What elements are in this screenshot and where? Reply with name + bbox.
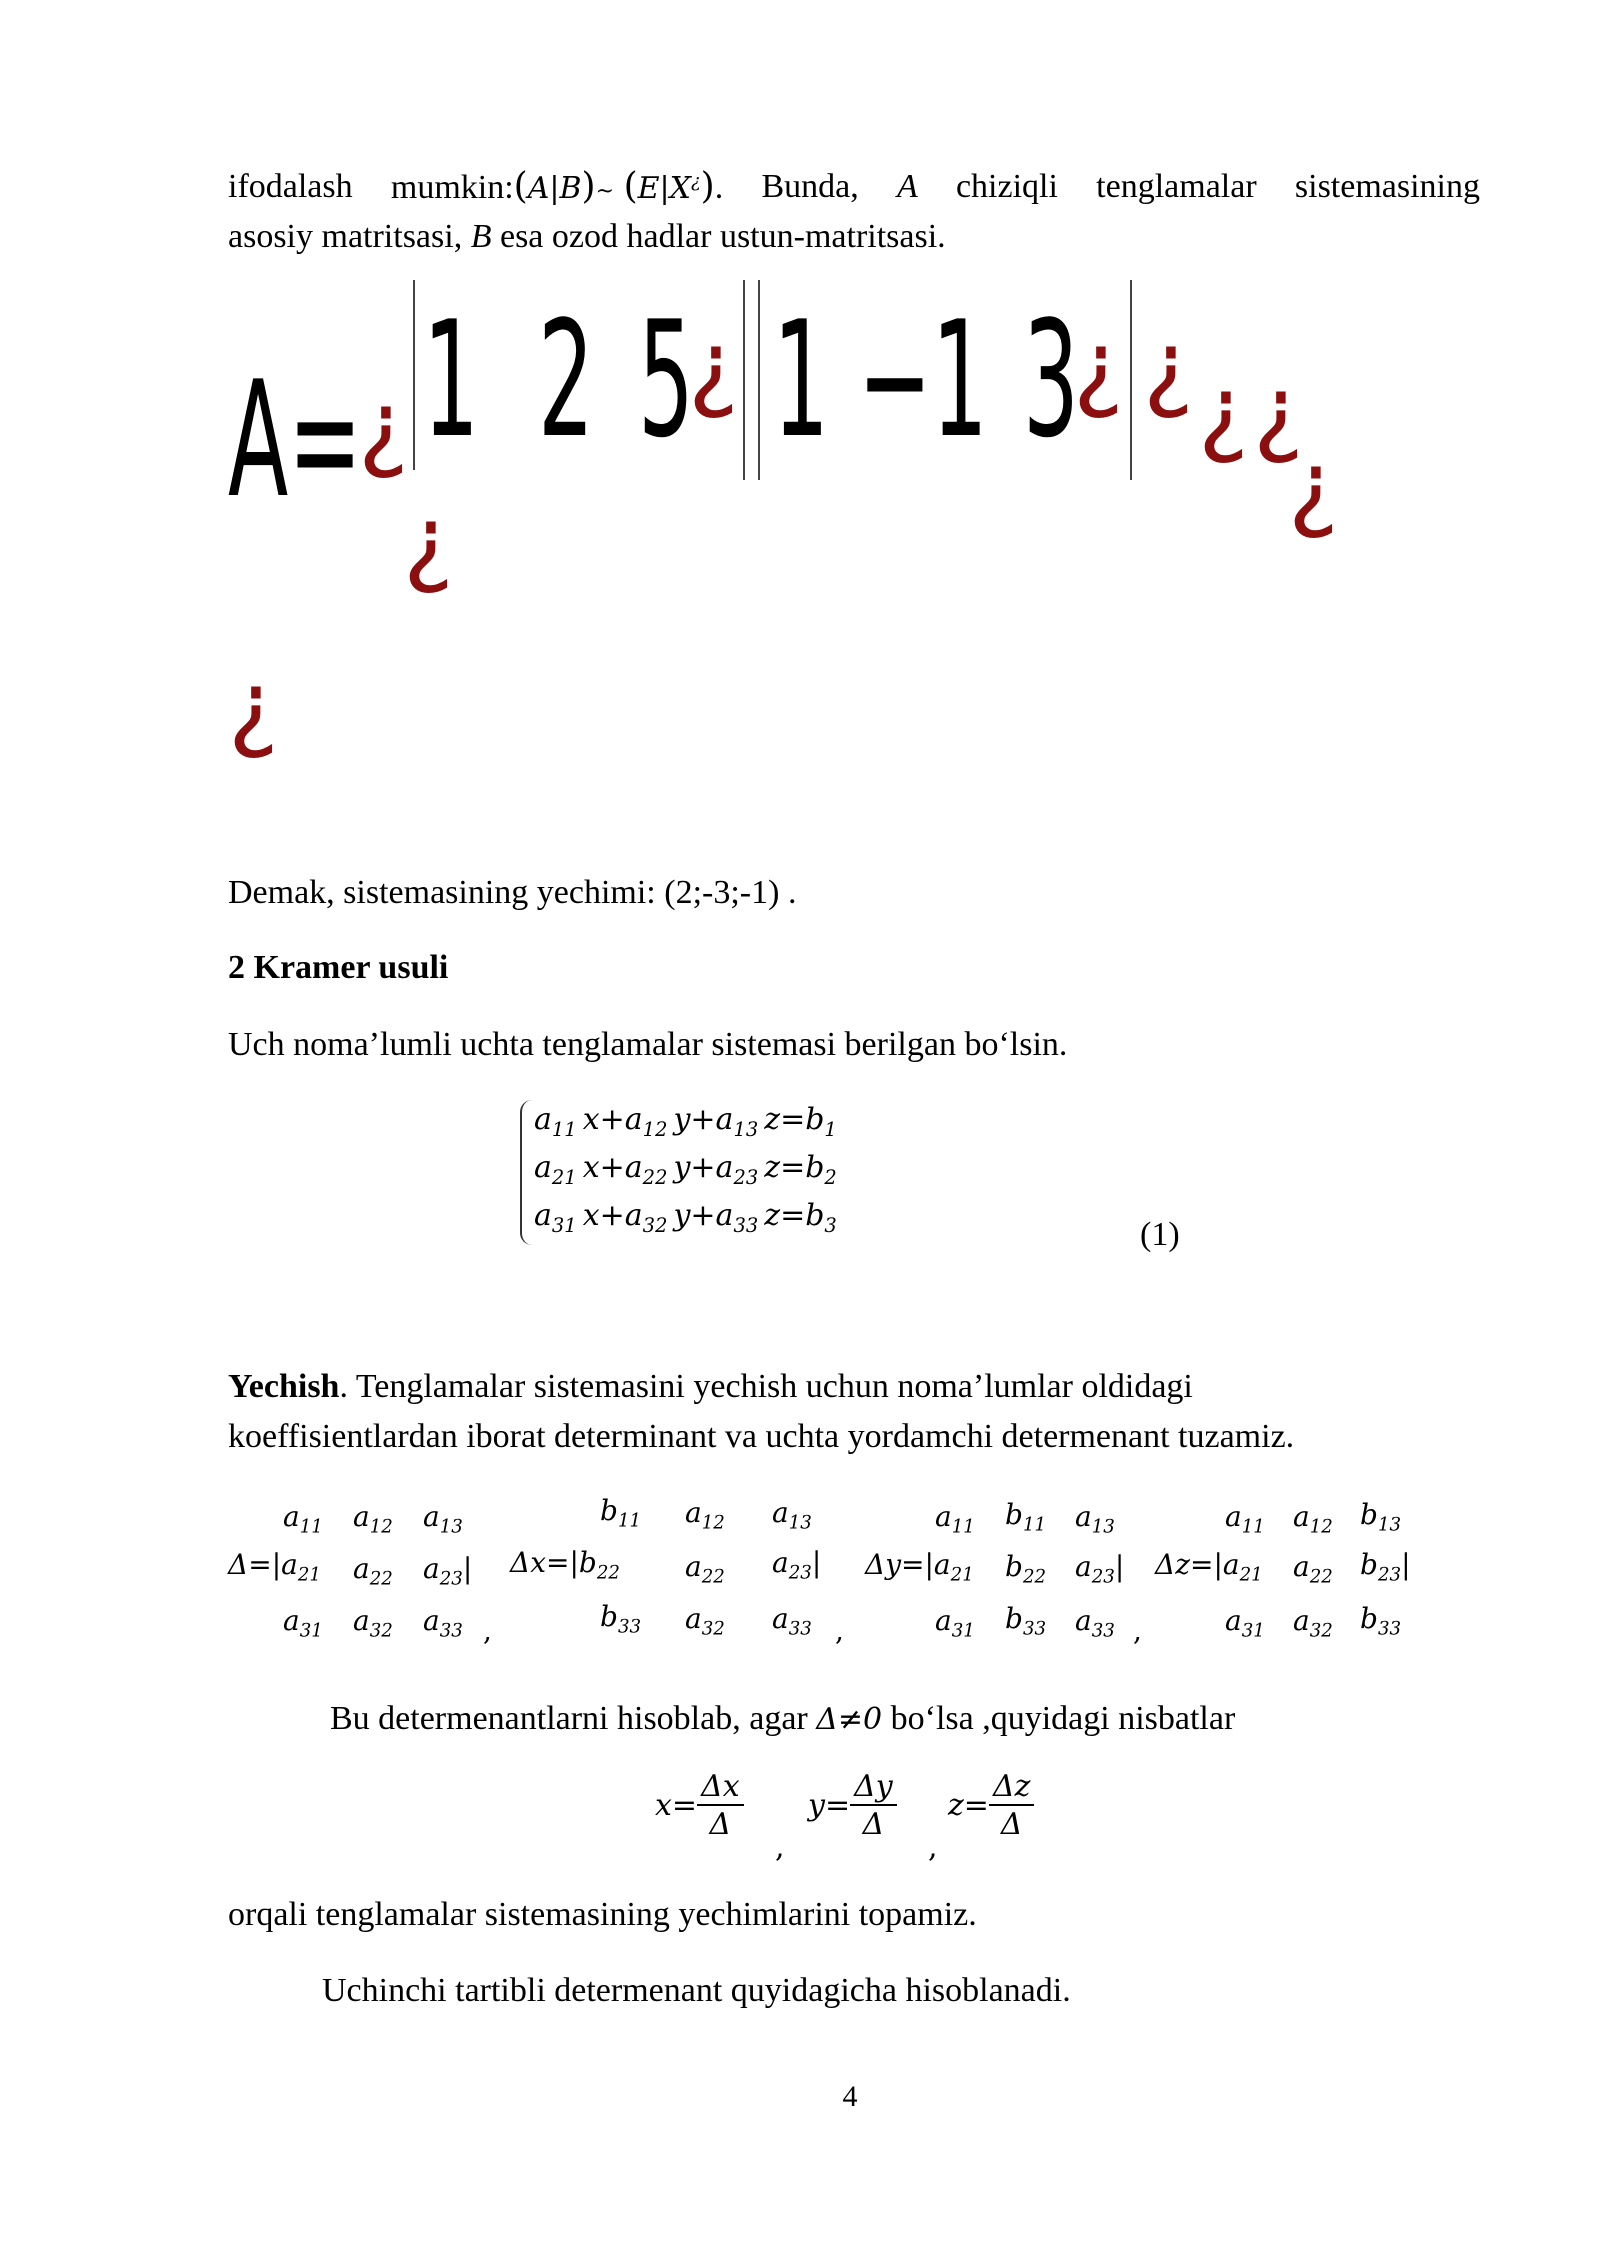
- equation-1: $a_{11}$ $x+a_{12}$ $y+a_{13}$ $z=b_1$: [534, 1102, 837, 1141]
- page-number: 4: [842, 2080, 858, 2113]
- intro-line: Uch noma’lumli uchta tenglamalar sistemasi berilgan bo‘lsin.: [228, 1026, 1068, 1063]
- equation-3: $a_{31}$ $x+a_{32}$ $y+a_{33}$ $z=b_3$: [534, 1198, 837, 1237]
- formula-sup: ¿: [691, 171, 701, 193]
- matrix-row2-col2: −1: [858, 286, 988, 473]
- yechish-line-1: Yechish. Tenglamalar sistemasini yechish uchun noma’lumlar oldidagi: [228, 1368, 1193, 1405]
- after-ratios-line: orqali tenglamalar sistemasining yechimlarini topamiz.: [228, 1896, 977, 1933]
- determinant-delta: $a_{11}$ $a_{12}$ $a_{13}$ $\Delta=|a_{21}$ $a_{22}$ $a_{23}|$ $a_{31}$ $a_{32}$ $a_{33}$ ,: [228, 1500, 492, 1647]
- inv-mark-6: ¿: [1253, 355, 1304, 467]
- inv-mark-3: ¿: [1073, 310, 1124, 422]
- formula-a-b: A|B: [527, 171, 582, 206]
- ratio-comma-1: ,: [775, 1830, 785, 1865]
- ratio-y-denominator: Δ: [862, 1807, 885, 1842]
- formula-e-x: E|X: [637, 171, 691, 206]
- word-tenglamalar: tenglamalar: [1096, 168, 1257, 205]
- broken-matrix-formula: [228, 286, 1528, 820]
- inv-mark-1: ¿: [358, 370, 409, 482]
- word-chiziqli: chiziqli: [955, 168, 1058, 205]
- inline-formula-augmented: mumkin:(A|B)~ (E|X¿).: [390, 166, 724, 207]
- determinant-delta-x: $b_{11}$ $a_{12}$ $a_{13}$ $\Delta x=|b_{22}$ $a_{22}$ $a_{23}|$ $b_{33}$ $a_{32}$ $a_{33}$ ,: [510, 1494, 844, 1647]
- ratio-x: x= $\frac{\Delta x}{\Delta}$: [655, 1770, 744, 1844]
- var-b: B: [470, 218, 492, 255]
- ratio-z-denominator: Δ: [1000, 1807, 1023, 1842]
- equation-2: $a_{21}$ $x+a_{22}$ $y+a_{23}$ $z=b_2$: [534, 1150, 837, 1189]
- paragraph-line-2: asosiy matritsasi, B esa ozod hadlar ustun-matritsasi.: [228, 218, 946, 255]
- condition-line: Bu determenantlarni hisoblab, agar Δ≠0 bo‘lsa ,quyidagi nisbatlar: [330, 1700, 1236, 1737]
- condition-formula: Δ≠0: [816, 1702, 883, 1737]
- yechish-line-2: koeffisientlardan iborat determinant va uchta yordamchi determenant tuzamiz.: [228, 1418, 1295, 1455]
- determinant-delta-y: $a_{11}$ $b_{11}$ $a_{13}$ $\Delta y=|a_{21}$ $b_{22}$ $a_{23}|$ $a_{31}$ $b_{33}$ $a_{33}$ ,: [865, 1498, 1142, 1647]
- word-ifodalash: ifodalash: [228, 168, 353, 205]
- ratio-x-denominator: Δ: [709, 1807, 732, 1842]
- delta-z-label: Δz=: [1155, 1548, 1214, 1581]
- final-line: Uchinchi tartibli determenant quyidagicha hisoblanadi.: [322, 1972, 1071, 2009]
- matrix-row2-col3: 3: [1023, 286, 1079, 473]
- inv-mark-5: ¿: [1198, 355, 1249, 467]
- matrix-row1-col3: 5: [638, 286, 694, 473]
- matrix-row2-col1: 1: [773, 286, 829, 473]
- paragraph-line-1: [228, 162, 1480, 217]
- determinant-delta-z: $a_{11}$ $a_{12}$ $b_{13}$ $\Delta z=|a_{21}$ $a_{22}$ $b_{23}|$ $a_{31}$ $a_{32}$ $b_{33}$: [1155, 1498, 1411, 1642]
- yechish-bold: Yechish: [228, 1368, 340, 1405]
- word-bunda: Bunda,: [761, 168, 859, 205]
- var-a: A: [896, 168, 918, 205]
- matrix-row1-col2: 2: [538, 286, 594, 473]
- formula-tilde: ~: [595, 179, 615, 204]
- inv-mark-2: ¿: [688, 310, 739, 422]
- inv-mark-8: ¿: [403, 485, 454, 597]
- word-sistemasining: sistemasining: [1294, 168, 1480, 205]
- system-brace: [520, 1100, 532, 1245]
- delta-y-label: Δy=: [865, 1548, 925, 1581]
- section-title: 2 Kramer usuli: [228, 949, 449, 986]
- ratio-y: y= $\frac{\Delta y}{\Delta}$: [808, 1770, 897, 1844]
- equation-number: (1): [1140, 1216, 1180, 1253]
- inv-mark-9: ¿: [228, 650, 279, 762]
- equation-system: [520, 1100, 840, 1250]
- matrix-label: A=: [228, 346, 362, 533]
- ratio-z: z= $\frac{\Delta z}{\Delta}$: [948, 1770, 1034, 1844]
- delta-label: Δ=: [228, 1548, 272, 1581]
- ratio-x-numerator: Δx: [697, 1770, 744, 1806]
- solution-line: Demak, sistemasining yechimi: (2;-3;-1) .: [228, 874, 797, 911]
- inv-mark-4: ¿: [1143, 310, 1194, 422]
- ratio-comma-2: ,: [928, 1830, 938, 1865]
- delta-x-label: Δx=: [510, 1546, 570, 1579]
- ratio-z-numerator: Δz: [989, 1770, 1034, 1806]
- inv-mark-7: ¿: [1288, 430, 1339, 542]
- matrix-row1-col1: 1: [423, 286, 479, 473]
- ratio-y-numerator: Δy: [850, 1770, 897, 1806]
